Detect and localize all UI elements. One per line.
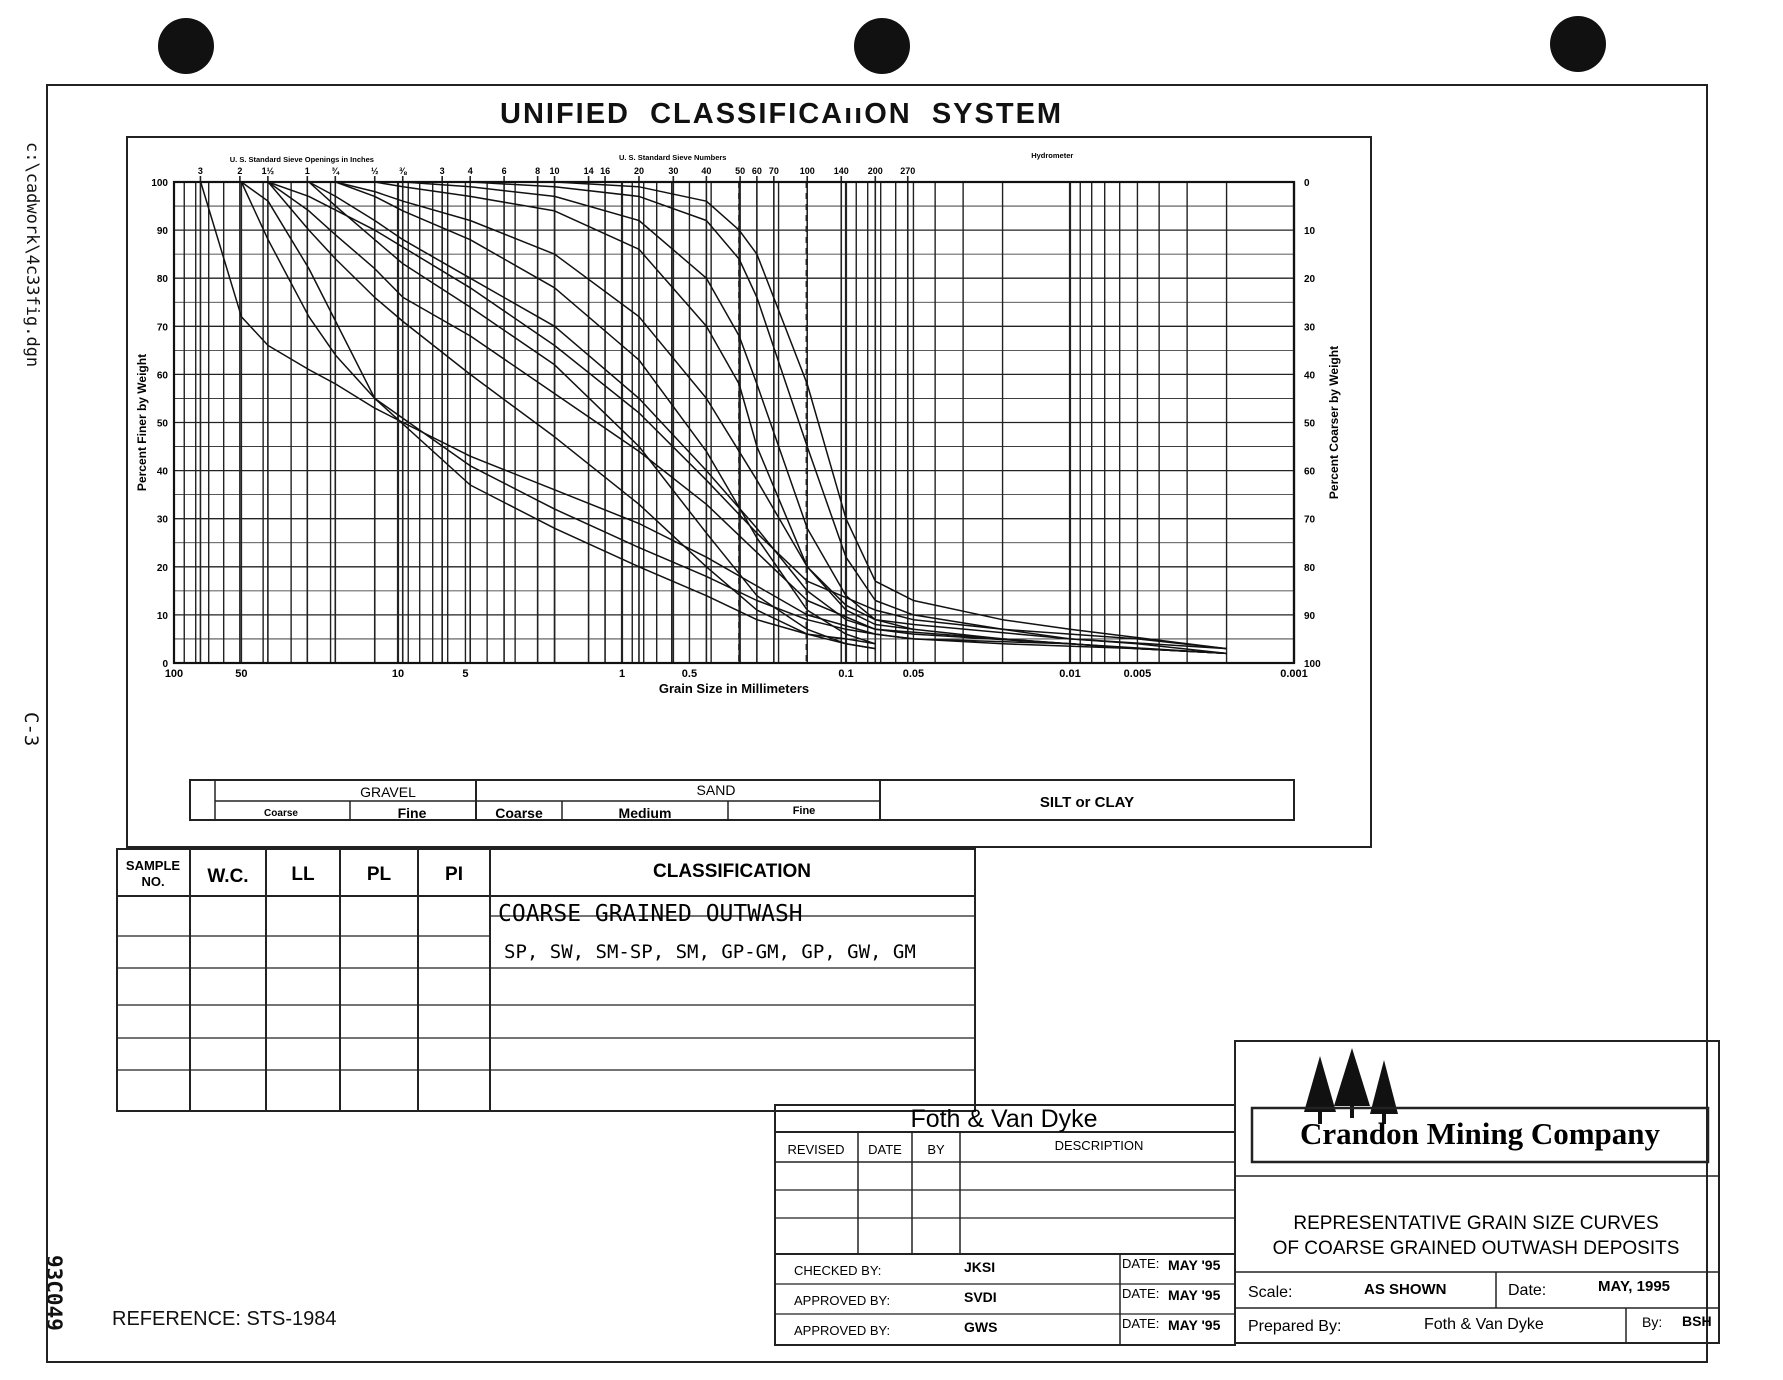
header-revised: REVISED [787,1142,845,1157]
sieve-inch-label: 2 [237,166,243,176]
y-tick-label: 20 [156,562,168,574]
drawing-title-line-1: REPRESENTATIVE GRAIN SIZE CURVES [1293,1213,1659,1234]
sieve-inch-label: 1 [304,166,310,176]
classification-row-1: COARSE GRAINED OUTWASH [498,901,803,927]
classification-row-2: SP, SW, SM-SP, SM, GP-GM, GP, GW, GM [504,941,916,963]
y2-tick-label: 30 [1304,322,1316,334]
header-wc: W.C. [207,866,249,887]
y-tick-label: 60 [156,370,168,382]
header-pl: PL [366,864,392,885]
gravel-label: GRAVEL [360,784,416,800]
gravel-coarse-label: Coarse [264,808,298,819]
sieve-number-label: 270 [900,166,916,176]
x-tick-label: 5 [462,668,469,680]
drawing-title-line-2: OF COARSE GRAINED OUTWASH DEPOSITS [1272,1238,1680,1259]
sieve-number-label: 8 [535,166,541,176]
y2-tick-label: 10 [1304,226,1316,238]
by-label: By: [1642,1314,1663,1330]
header-pi: PI [445,864,463,885]
firm-name: Foth & Van Dyke [910,1105,1098,1133]
sieve-number-label: 100 [799,166,815,176]
sand-fine-label: Fine [792,805,816,817]
y2-tick-label: 90 [1304,610,1316,622]
y2-tick-label: 40 [1304,370,1316,382]
y2-tick-label: 20 [1304,274,1316,286]
checked-by-label: CHECKED BY: [794,1263,882,1278]
prepared-by-label: Prepared By: [1248,1318,1342,1335]
x-tick-label: 10 [391,668,405,680]
sieve-number-label: 70 [768,166,779,176]
file-path: c:\cadwork\4c33fig.dgn [22,142,42,368]
y2-tick-label: 60 [1304,466,1316,478]
y-tick-label: 30 [156,514,168,526]
sieve-number-label: 30 [668,166,679,176]
y-tick-label: 70 [156,322,168,334]
y2-tick-label: 50 [1304,418,1316,430]
x-tick-label: 0.001 [1280,668,1308,680]
header-date: DATE [868,1142,902,1157]
title-block [1234,1040,1722,1346]
sieve-number-label: 200 [867,166,883,176]
x-tick-label: 0.01 [1059,668,1081,680]
sample-table [116,848,978,1114]
header-sample-no: NO. [141,874,165,889]
x-tick-label: 0.05 [902,668,925,680]
punch-hole-center [854,18,910,74]
approved-by-label-1: APPROVED BY: [794,1293,891,1308]
sieve-inch-label: 1½ [261,166,275,176]
date-value-3: MAY '95 [1168,1317,1221,1333]
sieve-number-label: 4 [467,166,473,176]
y2-tick-label: 100 [1304,659,1321,670]
date-label-3: DATE: [1122,1316,1160,1331]
header-by: BY [927,1142,945,1157]
y-tick-label: 10 [156,610,168,622]
sieve-number-label: 6 [501,166,507,176]
punch-hole-right [1550,16,1606,72]
y2-axis-title: Percent Coarser by Weight [1327,345,1341,500]
scale-label: Scale: [1248,1284,1293,1301]
sheet-code: C-3 [20,712,42,747]
y-tick-label: 100 [151,178,168,189]
sieve-inch-label: ⅜ [398,166,407,176]
approved-by-label-2: APPROVED BY: [794,1323,891,1338]
sand-coarse-label: Coarse [495,805,543,821]
page-title: UNIFIED CLASSIFICAııON SYSTEM [500,98,1064,130]
tree-logo [1304,1048,1398,1124]
sand-label: SAND [696,782,736,798]
header-ll: LL [291,864,315,885]
company-name: Crandon Mining Company [1299,1116,1661,1151]
x-tick-label: 1 [618,668,626,680]
x-tick-label: 0.005 [1123,668,1152,680]
sieve-number-label: 16 [600,166,611,176]
hydrometer-title: Hydrometer [1031,151,1074,160]
by-value: BSH [1682,1313,1712,1329]
sieve-number-label: 50 [735,166,746,176]
x-tick-label: 50 [235,668,248,680]
sieve-number-label: 140 [833,166,849,176]
x-tick-label: 0.1 [838,668,854,680]
x-axis-title: Grain Size in Millimeters [658,681,810,696]
y2-tick-label: 70 [1304,514,1316,526]
scale-value: AS SHOWN [1364,1281,1447,1298]
sieve-number-label: 3 [439,166,445,176]
header-classification: CLASSIFICATION [653,861,811,882]
y-tick-label: 80 [156,274,168,286]
approved-by-value-2: GWS [964,1319,998,1335]
revision-block [774,1104,1236,1348]
sieve-number-label: 10 [549,166,560,176]
sieve-inch-label: ½ [370,166,379,176]
header-sample: SAMPLE [125,858,181,873]
x-tick-label: 100 [164,668,184,680]
sieve-number-label: 40 [701,166,712,176]
y-tick-label: 40 [156,466,168,478]
y-axis-title: Percent Finer by Weight [135,353,149,492]
drawing-number: 93C049 [42,1255,66,1331]
header-description: DESCRIPTION [1054,1138,1144,1153]
y-tick-label: 90 [156,226,168,238]
sieve-numbers-title: U. S. Standard Sieve Numbers [618,153,727,162]
sieve-inch-label: ¾ [331,166,340,176]
gravel-fine-label: Fine [397,805,427,821]
date-value-2: MAY '95 [1168,1287,1221,1303]
reference-note: REFERENCE: STS-1984 [112,1308,337,1330]
y2-tick-label: 0 [1304,178,1310,189]
date-label: Date: [1508,1282,1547,1299]
sieve-number-label: 14 [583,166,594,176]
y-tick-label: 0 [162,659,168,670]
checked-by-value: JKSI [964,1259,996,1275]
sieve-number-label: 60 [751,166,762,176]
date-value-1: MAY '95 [1168,1257,1221,1273]
date-label-1: DATE: [1122,1256,1160,1271]
approved-by-value-1: SVDI [964,1289,997,1305]
silt-clay-label: SILT or CLAY [1039,794,1135,811]
sand-medium-label: Medium [618,805,672,821]
sieve-inches-title: U. S. Standard Sieve Openings in Inches [229,155,374,164]
grain-size-chart [126,136,1372,848]
date-value: MAY, 1995 [1598,1278,1670,1295]
x-tick-label: 0.5 [681,668,698,680]
sieve-number-label: 20 [633,166,644,176]
date-label-2: DATE: [1122,1286,1160,1301]
prepared-by-value: Foth & Van Dyke [1424,1316,1544,1333]
sieve-inch-label: 3 [197,166,203,176]
punch-hole-left [158,18,214,74]
y-tick-label: 50 [156,418,168,430]
y2-tick-label: 80 [1304,562,1316,574]
